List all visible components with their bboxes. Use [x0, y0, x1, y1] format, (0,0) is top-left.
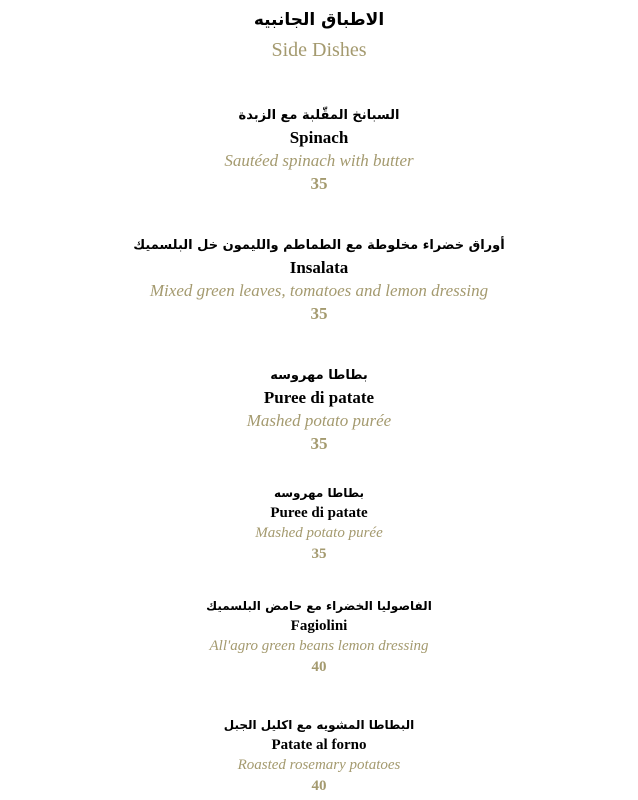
dish-name-arabic: بطاطا مهروسه: [273, 486, 365, 500]
menu-item-insalata: [0, 236, 638, 325]
dish-price: 35: [310, 304, 328, 323]
dish-name-arabic: السبانخ المقّلبة مع الزبدة: [238, 108, 400, 123]
dish-name: Spinach: [289, 128, 349, 147]
menu-item-spinach: [0, 106, 638, 195]
dish-name-arabic: بطاطا مهروسه: [270, 368, 368, 383]
dish-description: Sautéed spinach with butter: [224, 151, 414, 170]
dish-description: Mashed potato purée: [255, 525, 383, 541]
dish-description: Roasted rosemary potatoes: [237, 757, 401, 773]
menu-item-puree-di-patate: [0, 366, 638, 455]
dish-price: 40: [311, 659, 327, 675]
dish-price: 40: [311, 778, 327, 794]
menu-item-patate-al-forno: [0, 716, 638, 797]
dish-name: Puree di patate: [270, 505, 368, 521]
dish-name-arabic: البطاطا المشويه مع اكليل الجبل: [223, 718, 415, 732]
dish-name: Fagiolini: [290, 618, 348, 634]
dish-name: Puree di patate: [263, 388, 375, 407]
section-title: Side Dishes: [271, 39, 367, 61]
dish-price: 35: [311, 546, 327, 562]
section-title-arabic: الاطباق الجانبيه: [253, 10, 385, 30]
dish-name-arabic: الفاصوليا الخضراء مع حامض البلسميك: [206, 599, 432, 613]
dish-description: Mixed green leaves, tomatoes and lemon dressing: [149, 281, 489, 300]
dish-name: Patate al forno: [271, 737, 367, 753]
menu-item-fagiolini: [0, 597, 638, 678]
menu-item-puree-di-patate-repeat: [0, 484, 638, 565]
dish-price: 35: [310, 434, 328, 453]
dish-name: Insalata: [289, 258, 349, 277]
dish-price: 35: [310, 174, 328, 193]
dish-name-arabic: أوراق خضراء مخلوطة مع الطماطم والليمون خل البلسميك: [133, 238, 505, 253]
dish-description: All'agro green beans lemon dressing: [209, 638, 429, 654]
dish-description: Mashed potato purée: [246, 411, 392, 430]
